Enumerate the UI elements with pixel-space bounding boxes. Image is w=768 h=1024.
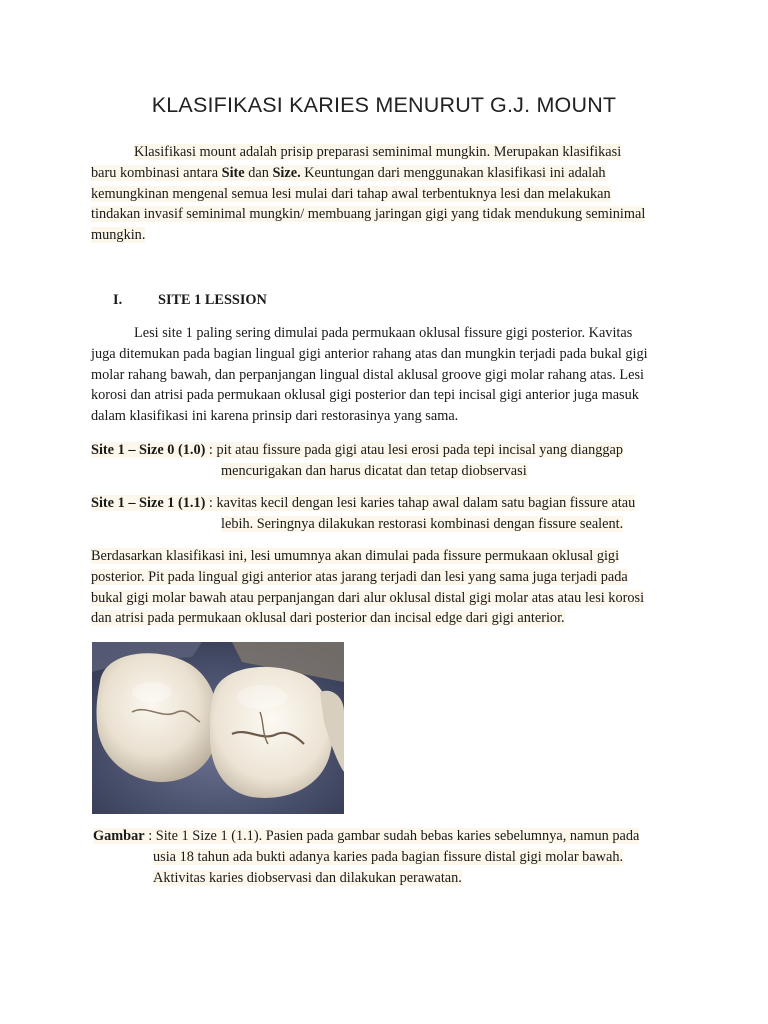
site1-paragraph xyxy=(91,323,691,427)
section-heading: SITE 1 LESSION xyxy=(158,292,267,308)
site1-size1-line-2: lebih. Seringnya dilakukan restorasi kombinasi dengan fissure sealent. xyxy=(221,516,624,532)
size-term: Size. xyxy=(272,164,301,181)
site1-size0-label: Site 1 – Size 0 (1.0) xyxy=(91,442,206,458)
tooth-photo xyxy=(92,642,344,814)
site1-size0-definition: Site 1 – Size 0 (1.0) : pit atau fissure pada gigi atau lesi erosi pada tepi incisal yang dianggap mencurigakan dan harus dicatat dan tetap diobservasi xyxy=(91,442,624,479)
intro-line-5: mungkin. xyxy=(91,227,146,244)
tooth-illustration xyxy=(92,642,344,814)
site1-size0-line-2: mencurigakan dan harus dicatat dan tetap diobservasi xyxy=(221,463,527,479)
site1-size1-definition: Site 1 – Size 1 (1.1) : kavitas kecil dengan lesi karies tahap awal dalam satu bagian fissure atau lebih. Seringnya dilakukan restorasi kombinasi dengan fissure sealent. xyxy=(91,495,636,532)
para3-line-2: posterior. Pit pada lingual gigi anterior atas jarang terjadi dan lesi yang sama juga terjadi pada xyxy=(91,568,628,585)
intro-paragraph xyxy=(91,142,691,246)
para3-line-1: Berdasarkan klasifikasi ini, lesi umumnya akan dimulai pada fissure permukaan oklusal gigi xyxy=(91,548,620,564)
intro-line-3: kemungkinan mengenal semua lesi mulai dari tahap awal terbentuknya lesi dan melakukan xyxy=(91,185,611,202)
intro-line-2: baru kombinasi antara Site dan Size. Keuntungan dari menggunakan klasifikasi ini adalah xyxy=(91,164,606,181)
classification-paragraph xyxy=(91,546,691,629)
caption-label: Gambar xyxy=(93,828,145,844)
intro-line-4: tindakan invasif seminimal mungkin/ membuang jaringan gigi yang tidak mendukung seminimal xyxy=(91,206,646,223)
section-number: I. xyxy=(113,292,123,308)
site1-size1-label: Site 1 – Size 1 (1.1) xyxy=(91,495,206,511)
site-term: Site xyxy=(221,164,245,181)
para3-line-3: bukal gigi molar bawah atau perpanjangan dari alur oklusal distal gigi molar atas atau lesi korosi xyxy=(91,589,645,606)
caption-line-2: usia 18 tahun ada bukti adanya karies pada bagian fissure distal gigi molar bawah. xyxy=(153,849,624,865)
para2-line-2: juga ditemukan pada bagian lingual gigi anterior rahang atas dan mungkin terjadi pada bukal gigi xyxy=(91,345,648,362)
figure-caption: Gambar : Site 1 Size 1 (1.1). Pasien pada gambar sudah bebas karies sebelumnya, namun pada usia 18 tahun ada bukti adanya karies pada bagian fissure distal gigi molar bawah. Aktivitas karies diobservasi dan dilakukan perawatan. xyxy=(93,828,640,886)
para2-line-4: korosi dan atrisi pada permukaan oklusal gigi posterior dan tepi incisal gigi anterior juga masuk xyxy=(91,387,639,404)
caption-line-3: Aktivitas karies diobservasi dan dilakukan perawatan. xyxy=(153,870,462,886)
para2-line-3: molar rahang bawah, dan perpanjangan lingual distal aklusal groove gigi molar rahang atas. Lesi xyxy=(91,366,645,383)
page-title: KLASIFIKASI KARIES MENURUT G.J. MOUNT xyxy=(151,93,617,117)
para2-line-1: Lesi site 1 paling sering dimulai pada permukaan oklusal fissure gigi posterior. Kavitas xyxy=(134,325,633,341)
intro-line-1: Klasifikasi mount adalah prisip preparasi seminimal mungkin. Merupakan klasifikasi xyxy=(134,144,622,160)
para2-line-5: dalam klasifikasi ini karena prinsip dari restorasinya yang sama. xyxy=(91,408,459,425)
para3-line-4: dan atrisi pada permukaan oklusal dari posterior dan incisal edge dari gigi anterior. xyxy=(91,610,565,627)
